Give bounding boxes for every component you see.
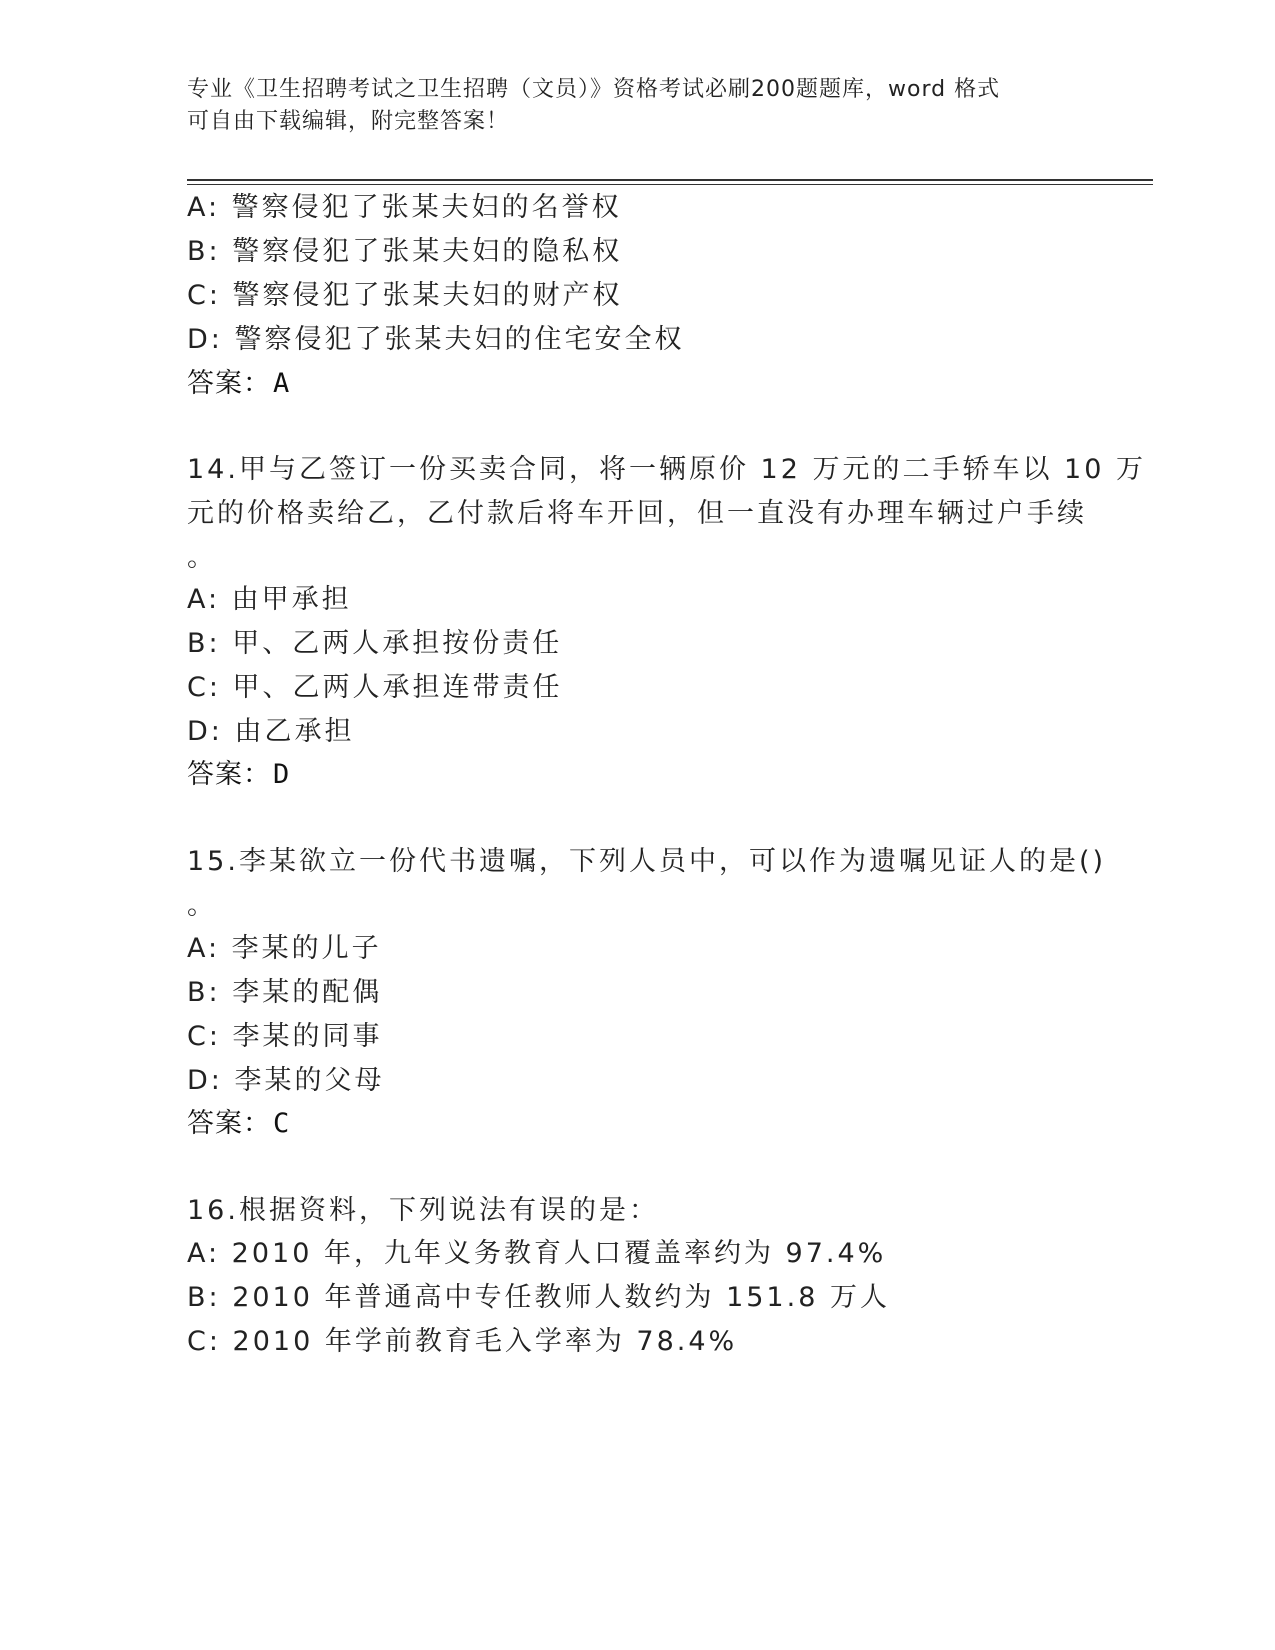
q14-answer-value: D [273,759,290,790]
q15-stem-line-2: 。 [187,890,217,921]
q16-option-a: A: 2010 年，九年义务教育人口覆盖率约为 97.4% [187,1238,887,1269]
q16-option-b: B: 2010 年普通高中专任教师人数约为 151.8 万人 [187,1282,890,1313]
q13-answer-value: A [273,368,290,399]
q14-stem-line-1: 14.甲与乙签订一份买卖合同，将一辆原价 12 万元的二手轿车以 10 万 [187,454,1146,485]
q13-option-b: B: 警察侵犯了张某夫妇的隐私权 [187,236,623,267]
q14-option-b: B: 甲、乙两人承担按份责任 [187,628,563,659]
q15-answer-value: C [273,1108,290,1139]
q13-option-a: A: 警察侵犯了张某夫妇的名誉权 [187,192,622,223]
q14-option-c: C: 甲、乙两人承担连带责任 [187,672,563,703]
q15-option-a: A: 李某的儿子 [187,933,382,964]
q14-answer-label: 答案： [187,759,271,790]
header-line-1: 专业《卫生招聘考试之卫生招聘（文员）》资格考试必刷200题题库，word 格式 [187,77,1001,102]
q15-option-d: D: 李某的父母 [187,1065,385,1096]
q16-stem-line-1: 16.根据资料，下列说法有误的是： [187,1195,659,1226]
q14-option-a: A: 由甲承担 [187,584,352,615]
q13-answer-label: 答案： [187,368,271,399]
q13-option-d: D: 警察侵犯了张某夫妇的住宅安全权 [187,324,685,355]
q13-answer [187,367,289,401]
q15-answer [187,1107,289,1141]
header-line-2: 可自由下载编辑，附完整答案！ [187,109,510,134]
q14-option-d: D: 由乙承担 [187,716,355,747]
header-rule-thin [187,184,1153,185]
q13-option-c: C: 警察侵犯了张某夫妇的财产权 [187,280,623,311]
header-rule-thick [187,179,1153,181]
q15-option-b: B: 李某的配偶 [187,977,383,1008]
q14-stem-line-3: 。 [187,542,217,573]
q15-stem-line-1: 15.李某欲立一份代书遗嘱，下列人员中，可以作为遗嘱见证人的是() [187,846,1107,877]
q16-option-c: C: 2010 年学前教育毛入学率为 78.4% [187,1326,738,1357]
q14-answer [187,758,289,792]
document-header [187,74,1067,138]
q15-answer-label: 答案： [187,1108,271,1139]
q14-stem-line-2: 元的价格卖给乙，乙付款后将车开回，但一直没有办理车辆过户手续 [187,498,1087,529]
q15-option-c: C: 李某的同事 [187,1021,383,1052]
